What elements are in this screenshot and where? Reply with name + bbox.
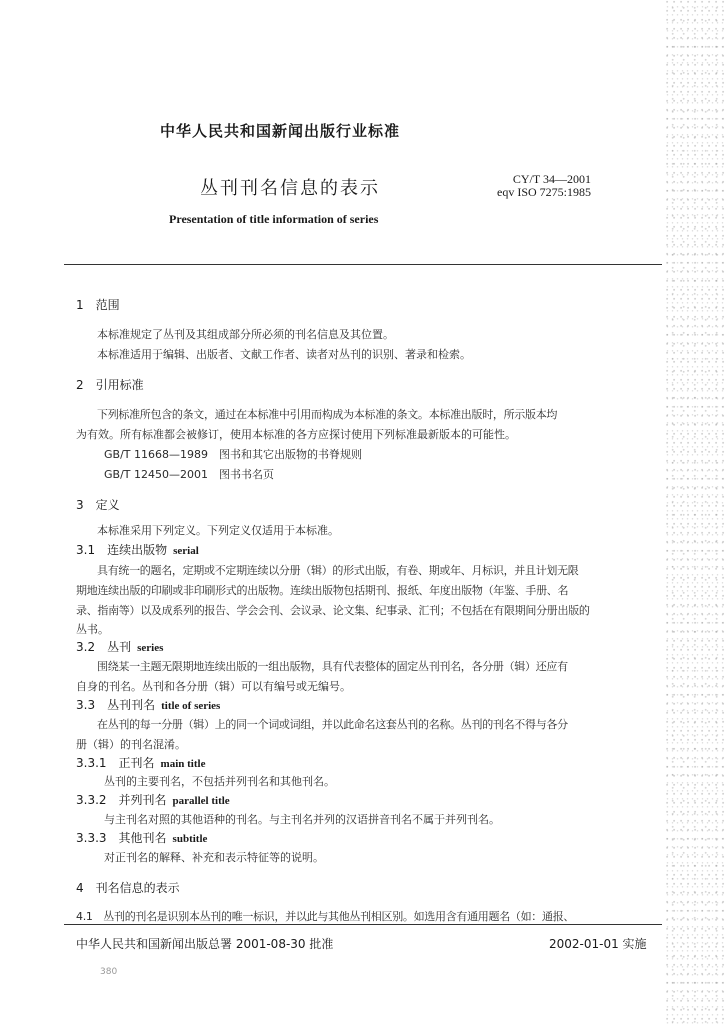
definition-3-3-3-text: 对正刊名的解释、补充和表示特征等的说明。 bbox=[104, 851, 324, 864]
section-2-heading: 2 引用标准 bbox=[76, 378, 144, 392]
reference-item: GB/T 11668—1989 图书和其它出版物的书脊规则 bbox=[104, 448, 362, 461]
definition-3-1-text: 丛书。 bbox=[76, 623, 109, 636]
section-3-heading: 3 定义 bbox=[76, 498, 120, 512]
section-2-paragraph: 下列标准所包含的条文，通过在本标准中引用而构成为本标准的条文。本标准出版时，所示版本均 bbox=[97, 408, 558, 421]
definition-3-3-text: 册（辑）的刊名混淆。 bbox=[76, 738, 186, 751]
definition-3-1-text: 具有统一的题名，定期或不定期连续以分册（辑）的形式出版，有卷、期或年、月标识，并且计划无限 bbox=[97, 564, 579, 577]
definition-3-2-text: 围绕某一主题无限期地连续出版的一组出版物，具有代表整体的固定丛刊刊名，各分册（辑）还应有 bbox=[97, 660, 568, 673]
section-1-paragraph: 本标准规定了丛刊及其组成部分所必须的刊名信息及其位置。 bbox=[97, 328, 394, 341]
definition-term-english: subtitle bbox=[172, 833, 208, 845]
section-4-heading: 4 刊名信息的表示 bbox=[76, 881, 180, 895]
section-3-intro: 本标准采用下列定义。下列定义仅适用于本标准。 bbox=[97, 524, 339, 537]
definition-term-english: main title bbox=[160, 758, 206, 770]
definition-3-3-heading bbox=[76, 696, 220, 713]
scan-edge-noise bbox=[665, 0, 725, 1024]
section-4-paragraph: 4.1 丛刊的刊名是识别本丛刊的唯一标识，并以此与其他丛刊相区别。如选用含有通用题名（如：通报、 bbox=[76, 910, 575, 923]
section-2-paragraph: 为有效。所有标准都会被修订，使用本标准的各方应探讨使用下列标准最新版本的可能性。 bbox=[76, 428, 516, 441]
definition-3-1-text: 录、指南等）以及成系列的报告、学会会刊、会议录、论文集、纪事录、汇刊；不包括在有限期间分册出版的 bbox=[76, 604, 590, 617]
standard-number-block bbox=[497, 173, 591, 199]
definition-term: 3.3.1 正刊名 bbox=[76, 756, 155, 770]
document-title-chinese: 丛刊刊名信息的表示 bbox=[200, 178, 380, 199]
document-title-english: Presentation of title information of series bbox=[169, 212, 379, 226]
definition-term: 3.2 丛刊 bbox=[76, 640, 132, 654]
page-number: 380 bbox=[100, 967, 118, 977]
implementation-date: 2002-01-01 实施 bbox=[549, 937, 647, 951]
definition-3-3-1-text: 丛刊的主要刊名，不包括并列刊名和其他刊名。 bbox=[104, 775, 335, 788]
definition-term-english: serial bbox=[173, 545, 199, 557]
definition-3-2-heading bbox=[76, 638, 163, 655]
definition-term-english: parallel title bbox=[172, 795, 230, 807]
definition-term: 3.3 丛刊刊名 bbox=[76, 698, 156, 712]
section-1-paragraph: 本标准适用于编辑、出版者、文献工作者、读者对丛刊的识别、著录和检索。 bbox=[97, 348, 471, 361]
footer-divider bbox=[64, 924, 662, 925]
equivalent-standard: eqv ISO 7275:1985 bbox=[497, 185, 591, 199]
section-1-heading: 1 范围 bbox=[76, 298, 120, 312]
issuing-organization: 中华人民共和国新闻出版行业标准 bbox=[160, 122, 401, 140]
definition-3-1-text: 期地连续出版的印刷或非印刷形式的出版物。连续出版物包括期刊、报纸、年度出版物（年鉴、手册、名 bbox=[76, 584, 569, 597]
definition-term: 3.3.2 并列刊名 bbox=[76, 793, 167, 807]
reference-item: GB/T 12450—2001 图书书名页 bbox=[104, 468, 274, 481]
definition-term-english: series bbox=[137, 642, 164, 654]
header-divider bbox=[64, 264, 662, 265]
approval-info: 中华人民共和国新闻出版总署 2001-08-30 批准 bbox=[76, 937, 334, 951]
definition-3-3-3-heading bbox=[76, 829, 207, 846]
definition-3-1-heading bbox=[76, 541, 199, 558]
definition-3-3-2-heading bbox=[76, 791, 230, 808]
definition-3-3-text: 在丛刊的每一分册（辑）上的同一个词或词组，并以此命名这套丛刊的名称。丛刊的刊名不得与各分 bbox=[97, 718, 568, 731]
definition-term: 3.1 连续出版物 bbox=[76, 543, 168, 557]
standard-number: CY/T 34—2001 bbox=[512, 172, 591, 186]
definition-3-3-1-heading bbox=[76, 754, 205, 771]
definition-3-2-text: 自身的刊名。丛刊和各分册（辑）可以有编号或无编号。 bbox=[76, 680, 351, 693]
definition-term-english: title of series bbox=[161, 700, 221, 712]
definition-3-3-2-text: 与主刊名对照的其他语种的刊名。与主刊名并列的汉语拼音刊名不属于并列刊名。 bbox=[104, 813, 500, 826]
definition-term: 3.3.3 其他刊名 bbox=[76, 831, 167, 845]
